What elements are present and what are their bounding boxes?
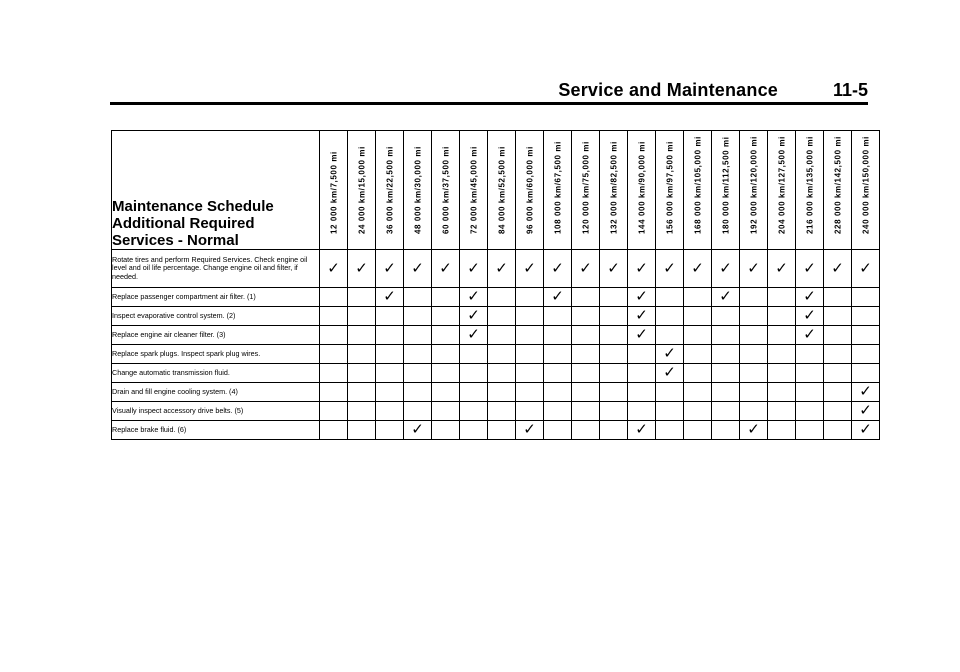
interval-cell (376, 288, 404, 307)
checkmark-icon: ✓ (439, 258, 452, 277)
interval-label: 24 000 km/15,000 mi (357, 146, 366, 234)
interval-cell (348, 307, 376, 326)
interval-cell (600, 250, 628, 288)
service-description: Visually inspect accessory drive belts. (5) (112, 402, 320, 421)
interval-label: 84 000 km/52,500 mi (497, 146, 506, 234)
checkmark-icon: ✓ (579, 258, 592, 277)
interval-cell (740, 383, 768, 402)
interval-cell (768, 345, 796, 364)
interval-cell (320, 345, 348, 364)
interval-cell (376, 383, 404, 402)
interval-label: 216 000 km/135,000 mi (805, 135, 814, 234)
interval-cell (488, 345, 516, 364)
interval-label: 204 000 km/127,500 mi (777, 135, 786, 234)
checkmark-icon: ✓ (663, 258, 676, 277)
interval-cell (656, 288, 684, 307)
interval-cell (460, 402, 488, 421)
interval-header (516, 131, 544, 250)
interval-cell (712, 383, 740, 402)
interval-label: 240 000 km/150,000 mi (861, 135, 870, 234)
interval-cell (768, 288, 796, 307)
checkmark-icon: ✓ (523, 258, 536, 277)
interval-cell (852, 402, 880, 421)
checkmark-icon: ✓ (803, 306, 816, 324)
checkmark-icon: ✓ (467, 258, 480, 277)
interval-cell (544, 421, 572, 440)
interval-cell (712, 421, 740, 440)
interval-header (488, 131, 516, 250)
interval-cell (488, 402, 516, 421)
interval-cell (348, 326, 376, 345)
interval-cell (348, 421, 376, 440)
interval-header-row (112, 131, 880, 250)
service-description: Drain and fill engine cooling system. (4) (112, 383, 320, 402)
interval-cell (656, 345, 684, 364)
interval-label: 60 000 km/37,500 mi (441, 146, 450, 234)
interval-label: 12 000 km/7,500 mi (329, 151, 338, 234)
interval-header (376, 131, 404, 250)
interval-cell (460, 345, 488, 364)
checkmark-icon: ✓ (859, 258, 872, 277)
interval-cell (460, 364, 488, 383)
interval-cell (320, 383, 348, 402)
interval-cell (460, 326, 488, 345)
checkmark-icon: ✓ (551, 258, 564, 277)
interval-cell (348, 345, 376, 364)
interval-cell (684, 307, 712, 326)
page-header (110, 80, 868, 104)
interval-cell (404, 326, 432, 345)
interval-label: 156 000 km/97,500 mi (665, 141, 674, 234)
interval-cell (404, 288, 432, 307)
interval-cell (768, 326, 796, 345)
interval-cell (544, 402, 572, 421)
checkmark-icon: ✓ (803, 258, 816, 277)
interval-cell (768, 364, 796, 383)
interval-cell (628, 250, 656, 288)
interval-cell (376, 326, 404, 345)
interval-cell (516, 288, 544, 307)
interval-cell (656, 383, 684, 402)
interval-cell (600, 345, 628, 364)
service-description: Replace spark plugs. Inspect spark plug wires. (112, 345, 320, 364)
interval-cell (740, 250, 768, 288)
checkmark-icon: ✓ (383, 258, 396, 277)
interval-cell (684, 288, 712, 307)
interval-cell (796, 402, 824, 421)
interval-label: 120 000 km/75,000 mi (581, 141, 590, 234)
interval-cell (404, 383, 432, 402)
interval-cell (740, 288, 768, 307)
service-row (112, 307, 880, 326)
interval-cell (684, 364, 712, 383)
checkmark-icon: ✓ (859, 420, 872, 438)
interval-cell (572, 345, 600, 364)
interval-cell (404, 421, 432, 440)
interval-cell (852, 345, 880, 364)
page-number: 11-5 (832, 80, 868, 100)
service-description: Change automatic transmission fluid. (112, 364, 320, 383)
interval-cell (320, 402, 348, 421)
interval-header (740, 131, 768, 250)
schedule-title-line-3: Services - Normal (112, 232, 239, 249)
interval-cell (488, 250, 516, 288)
interval-cell (320, 307, 348, 326)
schedule-title-cell (112, 131, 320, 250)
service-row (112, 364, 880, 383)
interval-cell (796, 383, 824, 402)
interval-cell (516, 402, 544, 421)
interval-cell (768, 402, 796, 421)
interval-cell (544, 250, 572, 288)
checkmark-icon: ✓ (355, 258, 368, 277)
interval-cell (740, 307, 768, 326)
interval-cell (656, 307, 684, 326)
interval-cell (320, 250, 348, 288)
interval-cell (488, 326, 516, 345)
interval-cell (852, 421, 880, 440)
interval-cell (516, 307, 544, 326)
interval-cell (600, 364, 628, 383)
interval-cell (852, 326, 880, 345)
interval-cell (404, 250, 432, 288)
checkmark-icon: ✓ (831, 258, 844, 277)
interval-cell (348, 402, 376, 421)
interval-cell (404, 307, 432, 326)
interval-cell (796, 364, 824, 383)
interval-cell (376, 402, 404, 421)
interval-cell (768, 383, 796, 402)
interval-cell (376, 345, 404, 364)
interval-cell (824, 307, 852, 326)
interval-cell (824, 288, 852, 307)
interval-cell (852, 364, 880, 383)
interval-cell (348, 250, 376, 288)
interval-cell (628, 383, 656, 402)
interval-cell (404, 364, 432, 383)
interval-label: 192 000 km/120,000 mi (749, 135, 758, 234)
interval-cell (656, 250, 684, 288)
interval-cell (516, 250, 544, 288)
interval-cell (768, 307, 796, 326)
interval-cell (684, 383, 712, 402)
interval-header (684, 131, 712, 250)
interval-cell (600, 402, 628, 421)
interval-label: 168 000 km/105,000 mi (693, 135, 702, 234)
interval-cell (656, 326, 684, 345)
interval-cell (376, 421, 404, 440)
interval-cell (628, 345, 656, 364)
interval-cell (712, 250, 740, 288)
interval-cell (460, 383, 488, 402)
interval-cell (572, 250, 600, 288)
schedule-title-line-1: Maintenance Schedule (112, 198, 274, 215)
interval-cell (824, 326, 852, 345)
checkmark-icon: ✓ (467, 325, 480, 343)
checkmark-icon: ✓ (523, 420, 536, 438)
interval-cell (544, 345, 572, 364)
checkmark-icon: ✓ (691, 258, 704, 277)
interval-label: 36 000 km/22,500 mi (385, 146, 394, 234)
checkmark-icon: ✓ (327, 258, 340, 277)
checkmark-icon: ✓ (411, 258, 424, 277)
interval-label: 48 000 km/30,000 mi (413, 146, 422, 234)
interval-cell (600, 307, 628, 326)
checkmark-icon: ✓ (495, 258, 508, 277)
interval-cell (628, 364, 656, 383)
interval-cell (516, 383, 544, 402)
checkmark-icon: ✓ (747, 420, 760, 438)
interval-cell (712, 364, 740, 383)
interval-header (656, 131, 684, 250)
checkmark-icon: ✓ (747, 258, 760, 277)
interval-cell (432, 421, 460, 440)
interval-cell (796, 326, 824, 345)
checkmark-icon: ✓ (607, 258, 620, 277)
interval-cell (740, 326, 768, 345)
interval-label: 96 000 km/60,000 mi (525, 146, 534, 234)
checkmark-icon: ✓ (467, 287, 480, 305)
interval-header (600, 131, 628, 250)
interval-header (572, 131, 600, 250)
service-row (112, 383, 880, 402)
interval-cell (600, 383, 628, 402)
interval-cell (348, 288, 376, 307)
interval-header (852, 131, 880, 250)
interval-cell (628, 402, 656, 421)
interval-label: 144 000 km/90,000 mi (637, 141, 646, 234)
maintenance-schedule-table (111, 130, 880, 440)
interval-cell (432, 250, 460, 288)
service-row (112, 345, 880, 364)
checkmark-icon: ✓ (383, 287, 396, 305)
checkmark-icon: ✓ (635, 258, 648, 277)
interval-cell (600, 421, 628, 440)
checkmark-icon: ✓ (635, 306, 648, 324)
interval-cell (320, 421, 348, 440)
interval-cell (488, 288, 516, 307)
interval-cell (516, 421, 544, 440)
interval-cell (824, 402, 852, 421)
service-description: Rotate tires and perform Required Services. Check engine oil level and oil life percentage. Change engine oil and filter, if needed. (112, 250, 320, 288)
interval-cell (348, 364, 376, 383)
checkmark-icon: ✓ (663, 363, 676, 381)
service-row (112, 250, 880, 288)
interval-cell (740, 402, 768, 421)
interval-cell (824, 421, 852, 440)
interval-cell (516, 326, 544, 345)
interval-cell (684, 345, 712, 364)
interval-cell (460, 288, 488, 307)
interval-cell (712, 307, 740, 326)
interval-cell (544, 288, 572, 307)
interval-cell (712, 345, 740, 364)
interval-cell (824, 345, 852, 364)
service-description: Inspect evaporative control system. (2) (112, 307, 320, 326)
service-description: Replace engine air cleaner filter. (3) (112, 326, 320, 345)
service-row (112, 421, 880, 440)
interval-cell (852, 288, 880, 307)
checkmark-icon: ✓ (551, 287, 564, 305)
interval-header (460, 131, 488, 250)
service-description: Replace passenger compartment air filter. (1) (112, 288, 320, 307)
interval-header (712, 131, 740, 250)
interval-cell (432, 288, 460, 307)
service-description: Replace brake fluid. (6) (112, 421, 320, 440)
interval-cell (460, 307, 488, 326)
interval-cell (628, 326, 656, 345)
interval-cell (656, 364, 684, 383)
interval-cell (712, 402, 740, 421)
checkmark-icon: ✓ (663, 344, 676, 362)
schedule-title-line-2: Additional Required (112, 215, 255, 232)
interval-cell (376, 307, 404, 326)
interval-cell (824, 250, 852, 288)
interval-cell (768, 250, 796, 288)
service-row (112, 402, 880, 421)
service-row (112, 288, 880, 307)
interval-cell (432, 326, 460, 345)
interval-cell (488, 364, 516, 383)
checkmark-icon: ✓ (635, 287, 648, 305)
interval-cell (628, 288, 656, 307)
interval-cell (740, 421, 768, 440)
checkmark-icon: ✓ (467, 306, 480, 324)
interval-label: 180 000 km/112,500 mi (721, 136, 730, 234)
interval-cell (852, 383, 880, 402)
interval-cell (572, 421, 600, 440)
interval-header (544, 131, 572, 250)
interval-cell (488, 383, 516, 402)
interval-cell (460, 421, 488, 440)
checkmark-icon: ✓ (719, 287, 732, 305)
interval-cell (404, 402, 432, 421)
checkmark-icon: ✓ (803, 325, 816, 343)
interval-cell (544, 383, 572, 402)
interval-cell (320, 326, 348, 345)
interval-cell (656, 421, 684, 440)
interval-cell (320, 364, 348, 383)
interval-cell (544, 307, 572, 326)
interval-cell (544, 364, 572, 383)
interval-cell (684, 250, 712, 288)
interval-cell (572, 383, 600, 402)
interval-cell (628, 421, 656, 440)
interval-cell (684, 326, 712, 345)
interval-cell (740, 364, 768, 383)
interval-cell (656, 402, 684, 421)
section-title: Service and Maintenance (558, 80, 778, 100)
interval-cell (348, 383, 376, 402)
interval-cell (320, 288, 348, 307)
interval-header (404, 131, 432, 250)
interval-cell (796, 421, 824, 440)
interval-header (628, 131, 656, 250)
interval-header (320, 131, 348, 250)
interval-cell (768, 421, 796, 440)
interval-cell (572, 307, 600, 326)
interval-cell (572, 364, 600, 383)
interval-cell (376, 364, 404, 383)
interval-cell (488, 421, 516, 440)
checkmark-icon: ✓ (775, 258, 788, 277)
checkmark-icon: ✓ (635, 325, 648, 343)
interval-cell (628, 307, 656, 326)
interval-cell (796, 345, 824, 364)
interval-cell (432, 383, 460, 402)
interval-cell (796, 288, 824, 307)
interval-label: 132 000 km/82,500 mi (609, 141, 618, 234)
interval-cell (600, 288, 628, 307)
checkmark-icon: ✓ (859, 382, 872, 400)
interval-cell (432, 364, 460, 383)
interval-label: 228 000 km/142,500 mi (833, 135, 842, 234)
header-rule (110, 102, 868, 105)
checkmark-icon: ✓ (635, 420, 648, 438)
interval-cell (852, 250, 880, 288)
checkmark-icon: ✓ (719, 258, 732, 277)
interval-cell (404, 345, 432, 364)
interval-header (796, 131, 824, 250)
interval-cell (516, 364, 544, 383)
interval-cell (432, 402, 460, 421)
interval-cell (432, 345, 460, 364)
interval-cell (712, 288, 740, 307)
interval-cell (684, 421, 712, 440)
interval-label: 108 000 km/67,500 mi (553, 141, 562, 234)
interval-cell (824, 364, 852, 383)
interval-cell (600, 326, 628, 345)
checkmark-icon: ✓ (411, 420, 424, 438)
interval-cell (852, 307, 880, 326)
service-row (112, 326, 880, 345)
interval-cell (572, 326, 600, 345)
interval-cell (796, 250, 824, 288)
interval-cell (432, 307, 460, 326)
interval-cell (460, 250, 488, 288)
interval-cell (684, 402, 712, 421)
service-rows (112, 250, 880, 440)
interval-label: 72 000 km/45,000 mi (469, 146, 478, 234)
interval-header (432, 131, 460, 250)
interval-cell (740, 345, 768, 364)
interval-cell (488, 307, 516, 326)
interval-cell (572, 288, 600, 307)
interval-cell (544, 326, 572, 345)
interval-cell (796, 307, 824, 326)
interval-header (824, 131, 852, 250)
interval-cell (572, 402, 600, 421)
checkmark-icon: ✓ (803, 287, 816, 305)
interval-cell (376, 250, 404, 288)
checkmark-icon: ✓ (859, 401, 872, 419)
interval-cell (824, 383, 852, 402)
interval-header (768, 131, 796, 250)
interval-header (348, 131, 376, 250)
interval-cell (712, 326, 740, 345)
interval-cell (516, 345, 544, 364)
